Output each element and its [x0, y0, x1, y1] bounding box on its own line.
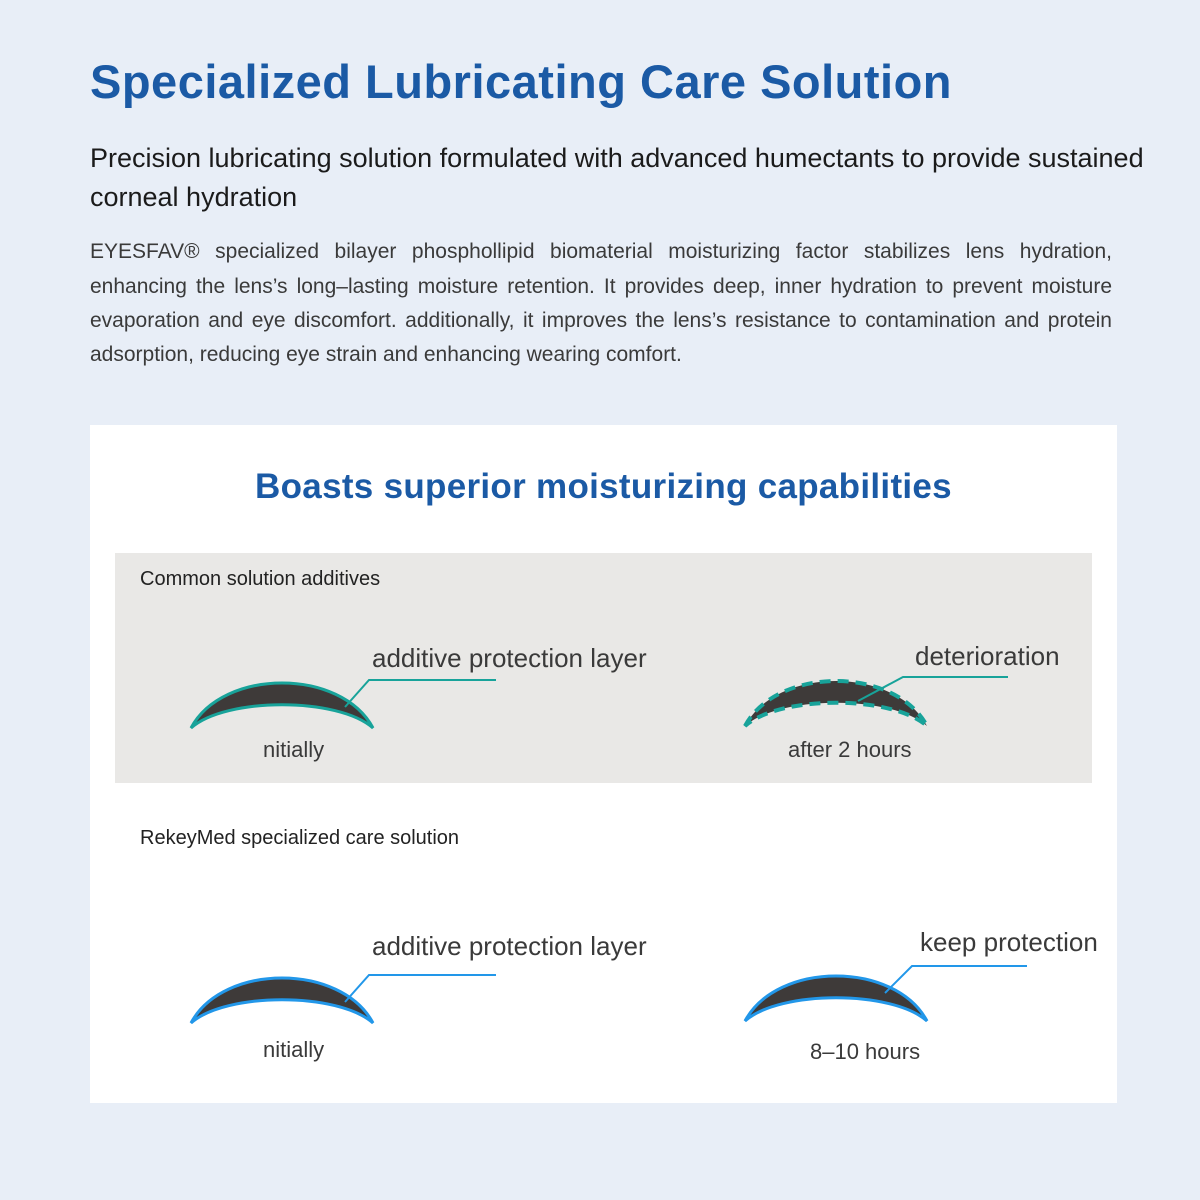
comparison-card: [90, 425, 1117, 1103]
leader-line-keep-protection: [885, 966, 1027, 993]
lens-protected-later-icon: [745, 976, 927, 1021]
annotation-keep-protection: keep protection: [920, 927, 1098, 957]
leader-line-additive-layer: [345, 680, 496, 707]
panel-common-additives: [115, 553, 1092, 783]
caption-initially: nitially: [263, 1037, 325, 1062]
header: [90, 55, 1150, 372]
annotation-additive-layer: additive protection layer: [372, 643, 647, 673]
lens-deteriorated-icon: [745, 681, 927, 726]
annotation-additive-layer: additive protection layer: [372, 931, 647, 961]
caption-initially: nitially: [263, 737, 325, 762]
page-description: EYESFAV® specialized bilayer phosphollipid biomaterial moisturizing factor stabilizes lens hydration, enhancing the lens’s long–lasting moisture retention. It provides deep, inner hydration to prevent moisture evaporation and eye discomfort. additionally, it improves the lens’s resistance to contamination and protein adsorption, reducing eye strain and enhancing wearing comfort.: [90, 240, 1112, 366]
page-subtitle: Precision lubricating solution formulated with advanced humectants to provide sustained corneal hydration: [90, 143, 1144, 213]
panel-rekeymed-solution: [115, 783, 1098, 1103]
panel-common-label: Common solution additives: [140, 568, 381, 590]
caption-after-2-hours: after 2 hours: [788, 737, 912, 762]
caption-8-10-hours: 8–10 hours: [810, 1039, 921, 1064]
card-heading: Boasts superior moisturizing capabilities: [255, 467, 952, 506]
leader-line-additive-layer: [345, 975, 496, 1002]
page-title: Specialized Lubricating Care Solution: [90, 55, 953, 108]
panel-rekeymed-label: RekeyMed specialized care solution: [140, 827, 460, 849]
annotation-deterioration: deterioration: [915, 641, 1060, 671]
